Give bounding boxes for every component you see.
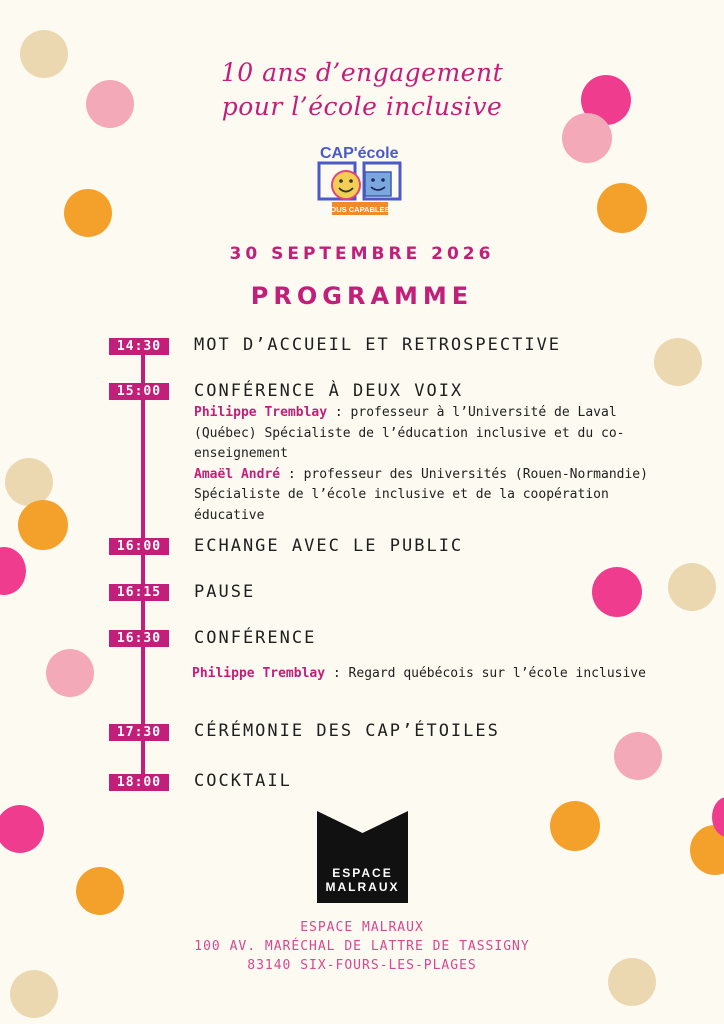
event-description [192, 664, 662, 685]
venue-logo-line-2: MALRAUX [325, 880, 400, 894]
time-badge: 16:15 [109, 584, 169, 601]
speaker-text: : Regard québécois sur l’école inclusive [325, 666, 646, 681]
title-line-2: pour l’école inclusive [221, 92, 503, 121]
speaker-entry [194, 465, 664, 527]
event-title: MOT D’ACCUEIL ET RETROSPECTIVE [194, 335, 562, 355]
event-title: CONFÉRENCE [194, 628, 317, 648]
confetti-dot [18, 500, 68, 550]
logo-name: CAP'école [320, 145, 399, 162]
speaker-entry [192, 664, 662, 685]
confetti-dot [64, 189, 112, 237]
time-badge: 16:30 [109, 630, 169, 647]
event-description [194, 403, 664, 526]
event-title: CÉRÉMONIE DES CAP’ÉTOILES [194, 721, 500, 741]
confetti-dot [597, 183, 647, 233]
logo-tagline: TOUS CAPABLES ! [325, 205, 395, 214]
event-title: ECHANGE AVEC LE PUBLIC [194, 536, 464, 556]
timeline-line [141, 345, 145, 788]
time-badge: 16:00 [109, 538, 169, 555]
time-badge: 14:30 [109, 338, 169, 355]
confetti-dot [668, 563, 716, 611]
event-title: CONFÉRENCE À DEUX VOIX [194, 381, 464, 401]
speaker-name: Philippe Tremblay [194, 405, 328, 420]
venue-name: ESPACE MALRAUX [300, 920, 424, 935]
address-line-2: 83140 SIX-FOURS-LES-PLAGES [247, 958, 477, 973]
confetti-dot [76, 867, 124, 915]
time-badge: 17:30 [109, 724, 169, 741]
confetti-dot [5, 458, 53, 506]
event-title: PAUSE [194, 582, 256, 602]
speaker-text: : professeur à l’Université de Laval (Québec) Spécialiste de l’éducation inclusive et du co-enseignement [194, 405, 625, 461]
time-badge: 15:00 [109, 383, 169, 400]
address-line-1: 100 AV. MARÉCHAL DE LATTRE DE TASSIGNY [194, 939, 530, 954]
event-date: 30 SEPTEMBRE 2026 [229, 244, 495, 264]
speaker-name: Philippe Tremblay [192, 666, 326, 681]
time-badge: 18:00 [109, 774, 169, 791]
speaker-entry [194, 403, 664, 465]
espace-malraux-logo [317, 811, 408, 903]
venue-address [0, 918, 724, 975]
page-title [0, 56, 724, 124]
title-line-1: 10 ans d’engagement [220, 58, 504, 87]
programme-heading: PROGRAMME [250, 282, 474, 310]
confetti-dot [0, 805, 44, 853]
confetti-dot [0, 547, 26, 595]
venue-logo-line-1: ESPACE [332, 866, 393, 880]
confetti-dot [10, 970, 58, 1018]
speaker-text: : professeur des Universités (Rouen-Normandie) Spécialiste de l’école inclusive et de la coopération éducative [194, 466, 648, 523]
confetti-dot [592, 567, 642, 617]
capecole-logo [316, 141, 408, 221]
confetti-dot [550, 801, 600, 851]
confetti-dot [654, 338, 702, 386]
event-title: COCKTAIL [194, 771, 292, 791]
speaker-name: Amaël André [194, 466, 281, 482]
confetti-dot [46, 649, 94, 697]
confetti-dot [614, 732, 662, 780]
